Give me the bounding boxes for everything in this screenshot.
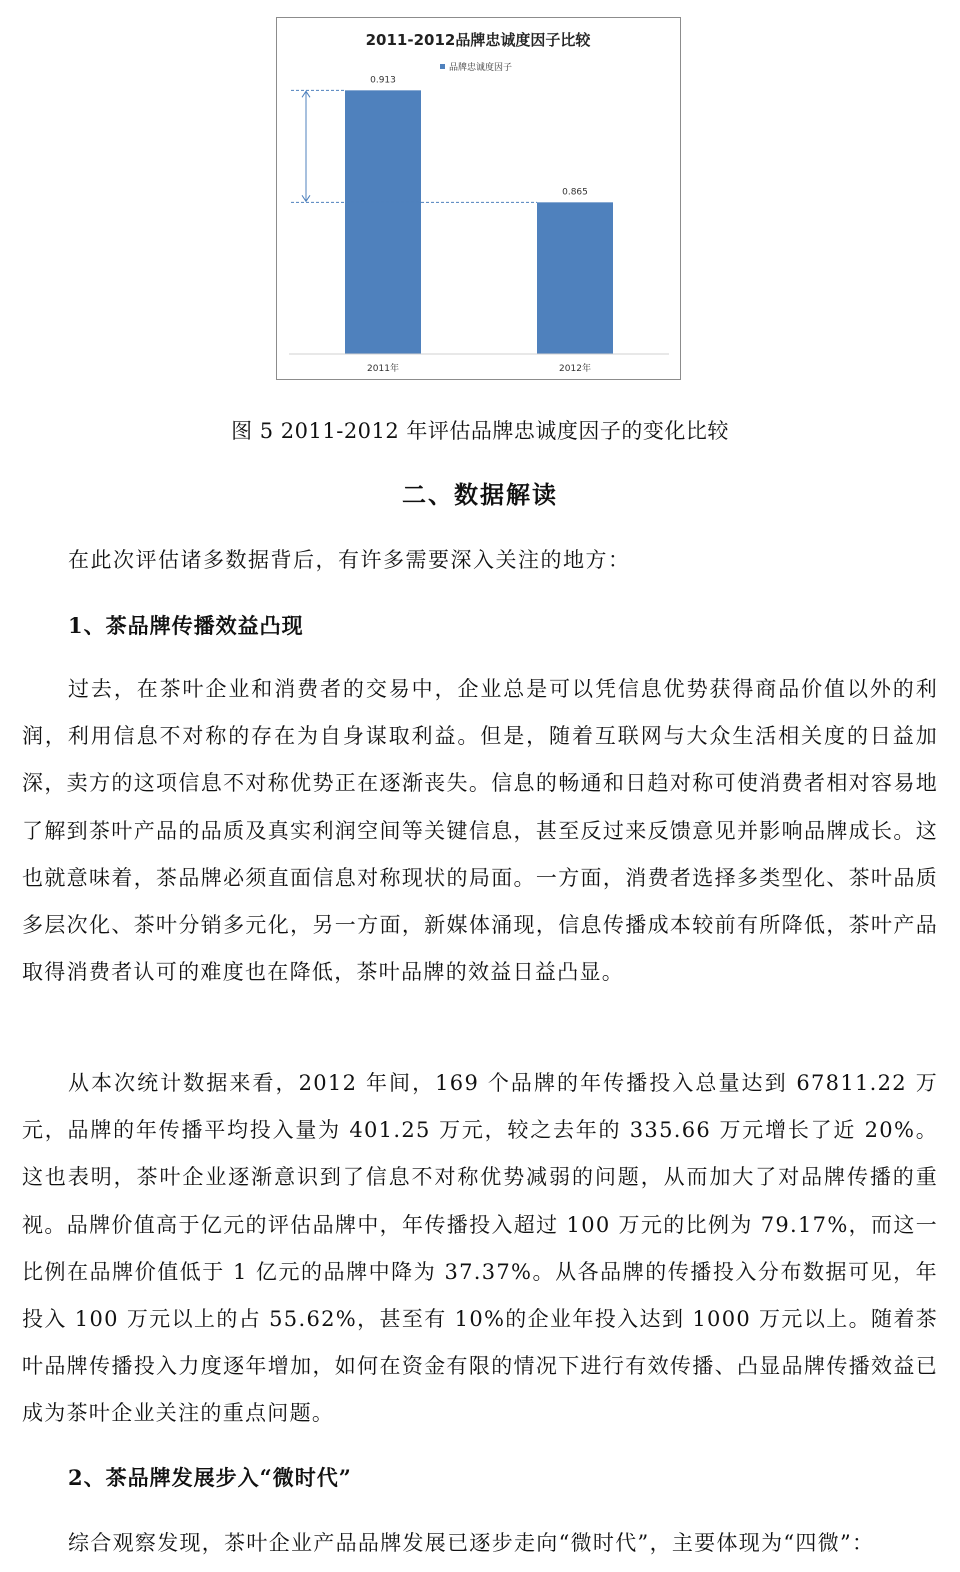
section-intro: 在此次评估诸多数据背后，有许多需要深入关注的地方： [68, 548, 631, 572]
legend-swatch [440, 64, 445, 69]
x-tick-label-2011年: 2011年 [367, 364, 399, 374]
data-label-2011年: 0.913 [370, 75, 396, 86]
subsection-1-heading: 1、茶品牌传播效益凸现 [68, 613, 304, 638]
subsection-1-paragraph-2: 从本次统计数据来看，2012 年间，169 个品牌的年传播投入总量达到 67811.22 万元，品牌的年传播平均投入量为 401.25 万元，较之去年的 335.66 万元增长了近 20%。这也表明，茶叶企业逐渐意识到了信息不对称优势减弱的问题，从而加大了对品牌传播的重视。品牌价值高于亿元的评估品牌中，年传播投入超过 100 万元的比例为 79.17%，而这一比例在品牌价值低于 1 亿元的品牌中降为 37.37%。从各品牌的传播投入分布数据可见，年投入 100 万元以上的占 55.62%，甚至有 10%的企业年投入达到 1000 万元以上。随着茶叶品牌传播投入力度逐年增加，如何在资金有限的情况下进行有效传播、凸显品牌传播效益已成为茶叶企业关注的重点问题。 [22, 1071, 938, 1426]
x-tick-label-2012年: 2012年 [559, 364, 591, 374]
subsection-1-paragraph-1: 过去，在茶叶企业和消费者的交易中，企业总是可以凭信息优势获得商品价值以外的利润，利用信息不对称的存在为自身谋取利益。但是，随着互联网与大众生活相关度的日益加深，卖方的这项信息不对称优势正在逐渐丧失。信息的畅通和日趋对称可使消费者相对容易地了解到茶叶产品的品质及真实利润空间等关键信息，甚至反过来反馈意见并影响品牌成长。这也就意味着，茶品牌必须直面信息对称现状的局面。一方面，消费者选择多类型化、茶叶品质多层次化、茶叶分销多元化，另一方面，新媒体涌现，信息传播成本较前有所降低，茶叶产品取得消费者认可的难度也在降低，茶叶品牌的效益日益凸显。 [22, 677, 938, 985]
chart-title: 2011-2012品牌忠诚度因子比较 [365, 31, 591, 49]
subsection-2-heading: 2、茶品牌发展步入“微时代” [68, 1465, 352, 1490]
subsection-2-paragraph-1: 综合观察发现，茶叶企业产品品牌发展已逐步走向“微时代”，主要体现为“四微”： [68, 1531, 875, 1555]
legend-label: 品牌忠诚度因子 [449, 63, 513, 73]
figure-caption: 图 5 2011-2012 年评估品牌忠诚度因子的变化比较 [231, 419, 729, 443]
data-label-2012年: 0.865 [562, 187, 588, 198]
bar-2012年 [537, 202, 613, 354]
bars-layer [289, 75, 669, 374]
bar-2011年 [345, 90, 421, 354]
section-heading: 二、数据解读 [402, 480, 558, 509]
chart-figure [276, 17, 681, 380]
bar-chart [277, 18, 680, 379]
